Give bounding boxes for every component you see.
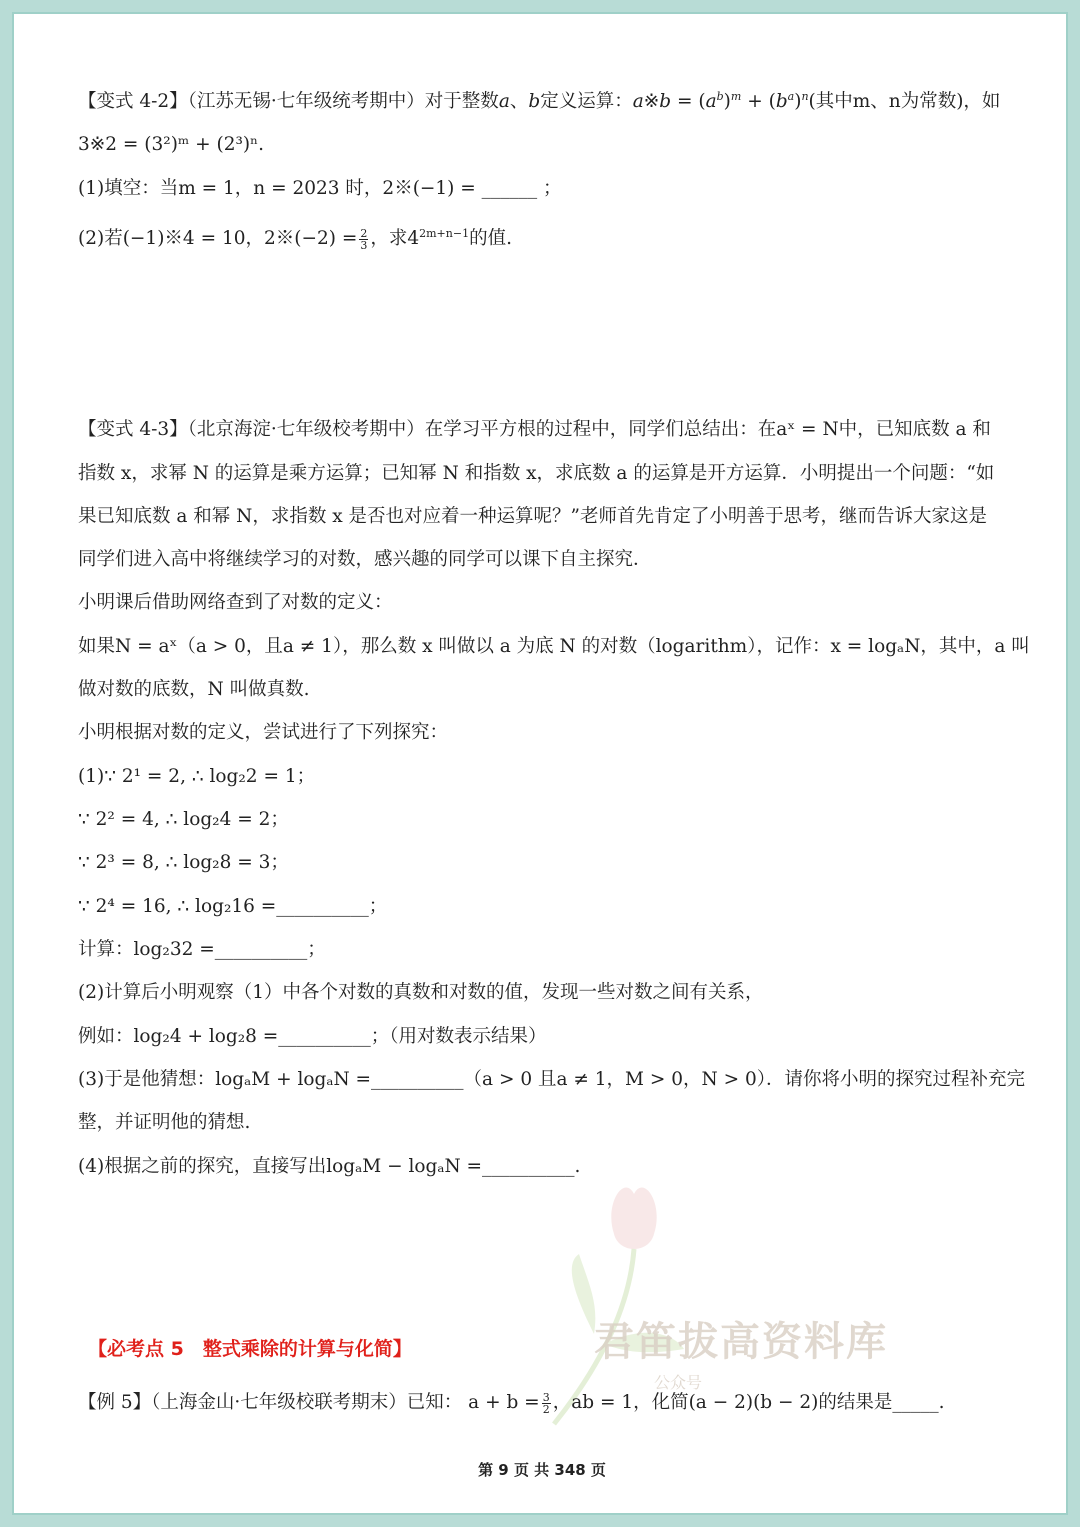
problem-4-2-part-1: (1)填空：当m = 1，n = 2023 时，2※(−1) = ______ ；: [78, 178, 562, 199]
problem-4-2-part-2-c: 的值.: [469, 228, 512, 249]
problem-4-2-part-2-a: (2)若(−1)※4 = 10，2※(−2) =: [78, 228, 358, 249]
problem-4-3-line-15: 例如：log₂4 + log₂8 =__________；（用对数表示结果）: [78, 1026, 547, 1047]
problem-4-3-line-16: (3)于是他猜想：logₐM + logₐN =__________（a > 0 且a ≠ 1，M > 0，N > 0）．请你将小明的探究过程补充完: [78, 1069, 1025, 1090]
section-title: 【必考点 5 整式乘除的计算与化简】: [88, 1338, 412, 1360]
problem-4-2-intro-tail: (其中m、n为常数)，如: [808, 91, 1001, 112]
problem-4-3-line-6: 如果N = aˣ（a > 0，且a ≠ 1），那么数 x 叫做以 a 为底 N 的对数（logarithm），记作：x = logₐN，其中，a 叫: [78, 636, 1030, 657]
problem-4-3-line-13: 计算：log₂32 =__________；: [78, 939, 326, 960]
example-5-line: [78, 1390, 945, 1416]
problem-4-3-line-1: 【变式 4-3】（北京海淀·七年级校考期中）在学习平方根的过程中，同学们总结出：在aˣ = N中，已知底数 a 和: [78, 419, 991, 440]
problem-4-3-line-4: 同学们进入高中将继续学习的对数，感兴趣的同学可以课下自主探究．: [78, 549, 652, 570]
watermark-subtext: 公众号: [654, 1373, 703, 1392]
problem-4-2-intro: 【变式 4-2】（江苏无锡·七年级统考期中）对于整数: [78, 91, 499, 112]
problem-4-2-line-1: 【变式 4-2】（江苏无锡·七年级统考期中）对于整数a、b定义运算：a※b = $(a^b)^m + (b^a)^n$(其中m、n为常数)，如: [78, 89, 1001, 112]
problem-4-2-line-2: 3※2 = (3²)ᵐ + (2³)ⁿ.: [78, 134, 265, 155]
problem-4-2-part-2: [78, 226, 512, 252]
page-footer: 第 9 页 共 348 页: [478, 1461, 606, 1479]
document-page: [12, 12, 1068, 1515]
example-5-tail: ，ab = 1，化简(a − 2)(b − 2)的结果是_____.: [552, 1392, 945, 1413]
problem-4-3-line-5: 小明课后借助网络查到了对数的定义：: [78, 592, 393, 613]
exponent: 2m+n−1: [419, 226, 470, 240]
problem-4-3-line-14: (2)计算后小明观察（1）中各个对数的真数和对数的值，发现一些对数之间有关系，: [78, 982, 764, 1003]
problem-4-3-line-9: (1)∵ 2¹ = 2, ∴ log₂2 = 1；: [78, 766, 316, 787]
problem-4-3-line-7: 做对数的底数，N 叫做真数.: [78, 679, 310, 700]
example-5-head: 【例 5】（上海金山·七年级校联考期末）已知： a + b =: [78, 1392, 540, 1413]
problem-4-3-line-17: 整，并证明他的猜想.: [78, 1112, 251, 1133]
problem-4-3-line-3: 果已知底数 a 和幂 N，求指数 x 是否也对应着一种运算呢？”老师首先肯定了小明善于思考，继而告诉大家这是: [78, 506, 988, 527]
problem-4-2-part-2-b: ，求4: [370, 228, 420, 249]
problem-4-3-line-18: (4)根据之前的探究，直接写出logₐM − logₐN =__________.: [78, 1156, 581, 1177]
watermark-text: 君笛拔高资料库: [594, 1318, 888, 1365]
problem-4-3-line-8: 小明根据对数的定义，尝试进行了下列探究：: [78, 722, 449, 743]
problem-4-3-line-10: ∵ 2² = 4, ∴ log₂4 = 2；: [78, 809, 289, 830]
problem-4-3-line-11: ∵ 2³ = 8, ∴ log₂8 = 3；: [78, 852, 289, 873]
fraction-three-halves: $\frac{3}{2}$: [542, 1390, 550, 1416]
problem-4-3-line-12: ∵ 2⁴ = 16, ∴ log₂16 =__________；: [78, 896, 388, 917]
problem-4-3-line-2: 指数 x，求幂 N 的运算是乘方运算；已知幂 N 和指数 x，求底数 a 的运算是开方运算．小明提出一个问题：“如: [78, 463, 995, 484]
fraction-two-thirds: $\frac{2}{3}$: [360, 226, 368, 252]
